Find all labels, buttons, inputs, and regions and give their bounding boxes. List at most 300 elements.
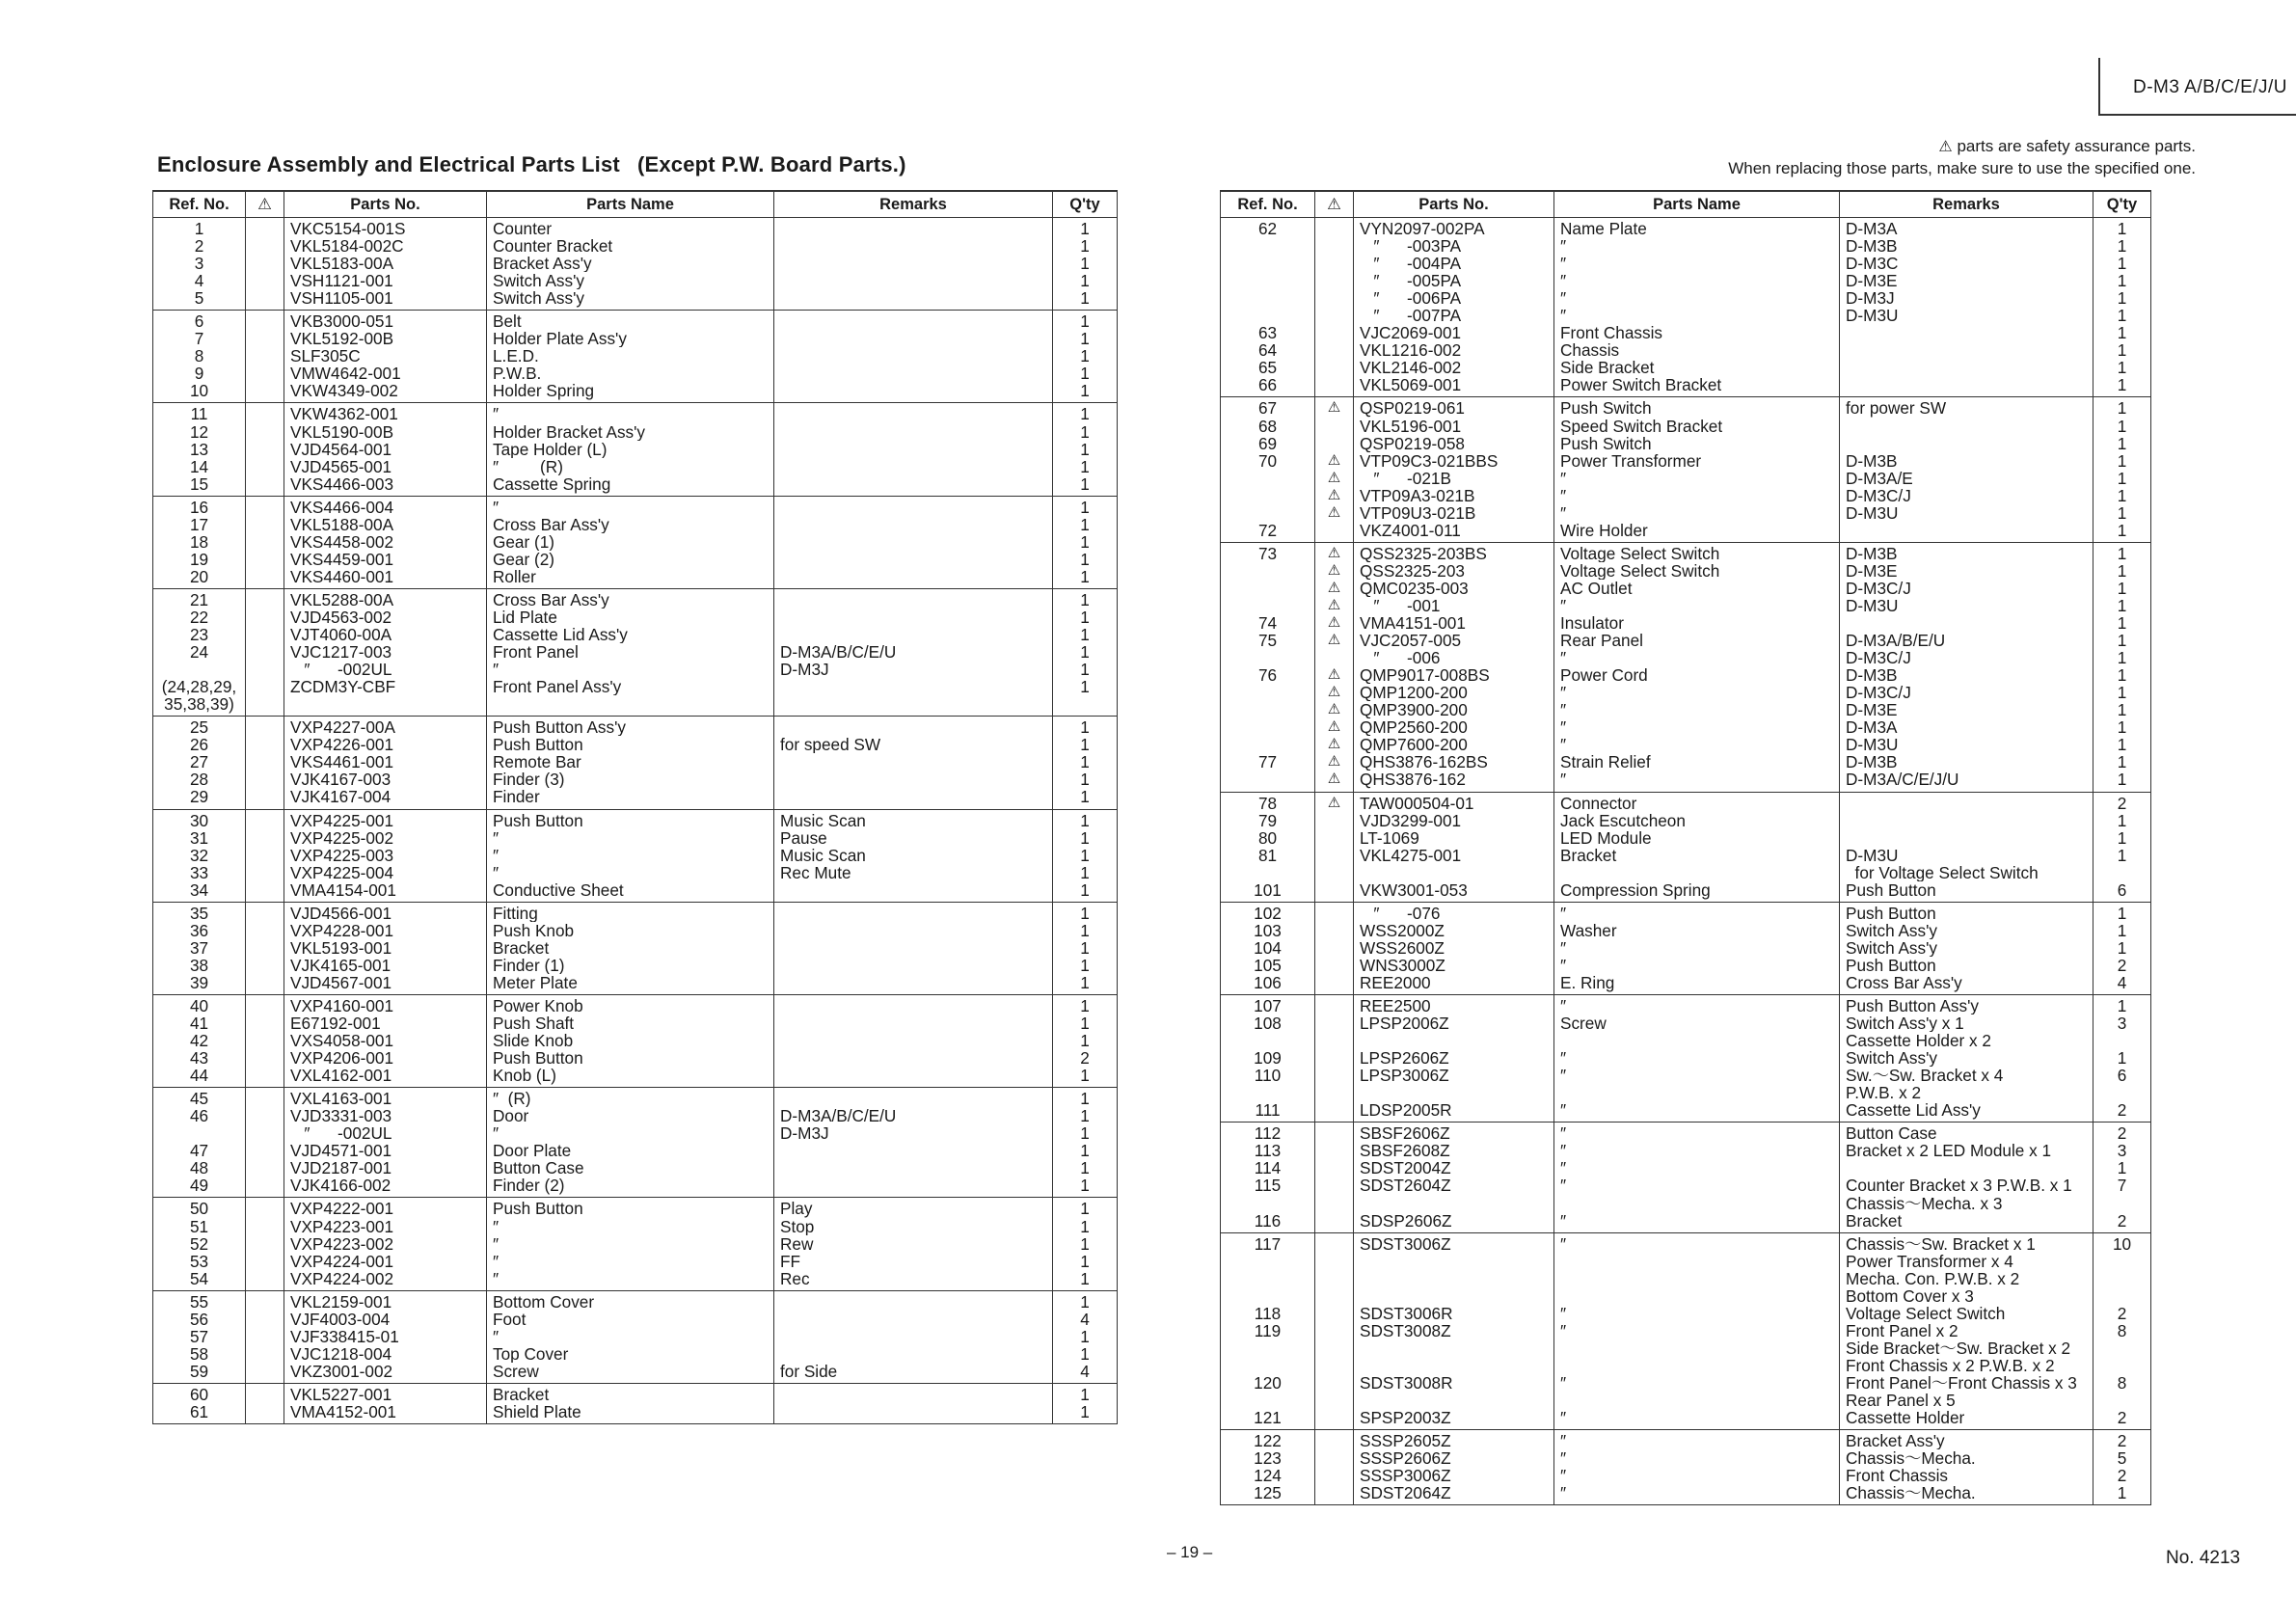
safety-icon [246,1218,284,1235]
part-number: VXP4227-00A [284,717,487,737]
safety-icon [246,1198,284,1218]
part-number: VKS4460-001 [284,568,487,589]
safety-icon [246,1124,284,1142]
safety-icon [1315,237,1354,255]
parts-name [1554,1195,1840,1212]
table-row [1221,1467,2151,1484]
remarks [774,311,1053,331]
ref-no: 51 [153,1218,246,1235]
remarks [774,678,1053,695]
parts-name: ″ [1554,649,1840,666]
remarks [774,458,1053,475]
remarks: Rec [774,1270,1053,1291]
quantity: 1 [2093,701,2151,718]
table-row [153,829,1118,847]
safety-icon [246,957,284,974]
ref-no: 72 [1221,522,1315,543]
quantity [2093,1270,2151,1287]
table-row [1221,597,2151,614]
parts-name: Holder Bracket Ass'y [487,423,774,441]
remarks: Power Transformer x 4 [1840,1253,2093,1270]
part-number: VJT4060-00A [284,626,487,643]
parts-name: Foot [487,1311,774,1328]
safety-icon [246,1014,284,1032]
table-row [153,643,1118,661]
parts-name: ″ [1554,470,1840,487]
ref-no: 21 [153,588,246,609]
safety-icon [246,1270,284,1291]
table-row [1221,580,2151,597]
part-number [1354,1392,1554,1409]
safety-icon [246,1420,284,1424]
table-row [153,1345,1118,1363]
ref-no: 103 [1221,922,1315,939]
part-number: VJD4563-002 [284,609,487,626]
remarks: D-M3A/E [1840,470,2093,487]
safety-icon [1315,1374,1354,1392]
table-row [1221,1049,2151,1067]
parts-name: Bracket [487,1383,774,1403]
remarks [774,475,1053,497]
parts-name: Connector [1554,792,1840,812]
safety-icon: ⚠ [1315,753,1354,771]
table-row [153,289,1118,311]
remarks: D-M3A [1840,218,2093,238]
quantity [1053,1420,1118,1424]
remarks: Bracket [1840,1212,2093,1233]
ref-no [1221,1032,1315,1049]
safety-icon [246,939,284,957]
remarks [774,218,1053,238]
ref-no: 121 [1221,1409,1315,1430]
table-row [1221,289,2151,307]
part-number: SDST2064Z [1354,1484,1554,1505]
ref-no: 48 [153,1159,246,1177]
part-number: VXP4225-002 [284,829,487,847]
ref-no: 32 [153,847,246,864]
quantity: 1 [2093,580,2151,597]
ref-no: 108 [1221,1014,1315,1032]
safety-icon [246,994,284,1014]
safety-icon: ⚠ [1315,397,1354,418]
quantity: 1 [2093,1049,2151,1067]
safety-icon [246,1311,284,1328]
part-number: VKS4466-004 [284,496,487,516]
remarks [774,1067,1053,1088]
safety-icon [246,382,284,403]
safety-icon: ⚠ [1315,684,1354,701]
safety-icon [246,771,284,788]
remarks: D-M3E [1840,562,2093,580]
safety-icon [246,1345,284,1363]
ref-no: 113 [1221,1142,1315,1159]
ref-no: 111 [1221,1101,1315,1123]
remarks: D-M3C/J [1840,649,2093,666]
table-row [1221,1032,2151,1049]
parts-name [1554,1287,1840,1305]
table-row [153,974,1118,995]
part-number: VXP4225-004 [284,864,487,881]
part-number: QMP2560-200 [1354,718,1554,736]
part-number: VXP4226-001 [284,736,487,753]
quantity: 1 [2093,995,2151,1015]
remarks: Push Button [1840,957,2093,974]
table-row [1221,632,2151,649]
remarks: Front Panel x 2 [1840,1322,2093,1339]
safety-icon [1315,812,1354,829]
ref-no: 14 [153,458,246,475]
safety-icon [1315,1409,1354,1430]
ref-no: 123 [1221,1449,1315,1467]
quantity: 1 [2093,542,2151,562]
safety-icon [246,1049,284,1067]
table-row [1221,792,2151,812]
table-row [1221,470,2151,487]
quantity: 1 [2093,597,2151,614]
safety-icon [246,347,284,365]
table-row [1221,1177,2151,1194]
remarks: Pause [774,829,1053,847]
remarks: Cross Bar Ass'y [1840,974,2093,995]
table-row [1221,974,2151,995]
ref-no: 66 [1221,376,1315,397]
parts-name: ″ [1554,939,1840,957]
ref-no [1221,562,1315,580]
remarks: Chassis～Sw. Bracket x 1 [1840,1232,2093,1253]
parts-name: ″ [487,1253,774,1270]
ref-no: 44 [153,1067,246,1088]
part-number: VJD3299-001 [1354,812,1554,829]
safety-icon [246,475,284,497]
remarks: D-M3C/J [1840,580,2093,597]
safety-icon [1315,1212,1354,1233]
part-number: SDST2604Z [1354,1177,1554,1194]
remarks: D-M3U [1840,847,2093,864]
row-group [153,588,1118,716]
parts-name: Shield Plate [487,1403,774,1420]
quantity [2093,1032,2151,1049]
parts-name: Roller [487,568,774,589]
ref-no: 105 [1221,957,1315,974]
quantity: 1 [1053,311,1118,331]
quantity [1053,695,1118,717]
parts-name: Jack Escutcheon [1554,812,1840,829]
quantity: 1 [2093,684,2151,701]
part-number [284,695,487,717]
parts-name: Cassette Spring [487,475,774,497]
remarks: Bottom Cover x 3 [1840,1287,2093,1305]
remarks [774,382,1053,403]
part-number: WSS2000Z [1354,922,1554,939]
parts-name: ″ (R) [487,1088,774,1108]
safety-icon [246,533,284,551]
remarks: Rec Mute [774,864,1053,881]
parts-name: ″ [487,1124,774,1142]
remarks [774,516,1053,533]
parts-name: Power Knob [487,994,774,1014]
part-number: WNS3000Z [1354,957,1554,974]
quantity: 1 [1053,994,1118,1014]
remarks [774,974,1053,995]
table-row [1221,957,2151,974]
ref-no: 43 [153,1049,246,1067]
row-group [1221,1430,2151,1505]
quantity: 1 [2093,736,2151,753]
quantity: 4 [2093,974,2151,995]
quantity: 2 [2093,1305,2151,1322]
quantity: 1 [2093,902,2151,922]
parts-name [1554,1339,1840,1357]
table-row [153,902,1118,922]
quantity: 1 [1053,1235,1118,1253]
table-row [153,771,1118,788]
parts-name: ″ [1554,237,1840,255]
parts-name: Bracket Ass'y [487,255,774,272]
remarks: D-M3J [1840,289,2093,307]
ref-no: 65 [1221,359,1315,376]
table-row [1221,418,2151,435]
table-row [153,237,1118,255]
ref-no: 110 [1221,1067,1315,1084]
ref-no [1221,684,1315,701]
part-number: LPSP2006Z [1354,1014,1554,1032]
ref-no: 58 [153,1345,246,1363]
parts-name: Door Plate [487,1142,774,1159]
ref-no: 52 [153,1235,246,1253]
safety-icon [246,678,284,695]
parts-table-right [1220,190,2151,1505]
quantity: 1 [1053,475,1118,497]
part-number: ″ -003PA [1354,237,1554,255]
part-number: VJD2187-001 [284,1159,487,1177]
remarks: D-M3A/B/C/E/U [774,1107,1053,1124]
part-number [1354,1270,1554,1287]
table-row [1221,1449,2151,1467]
remarks [774,289,1053,311]
table-row [153,609,1118,626]
quantity: 1 [2093,376,2151,397]
parts-name: ″ [1554,684,1840,701]
parts-name [1554,864,1840,881]
remarks [774,695,1053,717]
table-row [153,551,1118,568]
safety-icon [246,847,284,864]
table-row [1221,218,2151,238]
safety-icon [1315,939,1354,957]
ref-no [1221,289,1315,307]
col-qty: Q'ty [1053,191,1118,218]
remarks [774,753,1053,771]
part-number: LPSP2606Z [1354,1049,1554,1067]
quantity: 1 [2093,632,2151,649]
quantity: 1 [1053,255,1118,272]
quantity: 1 [1053,588,1118,609]
ref-no: 57 [153,1328,246,1345]
remarks: Play [774,1198,1053,1218]
remarks [1840,324,2093,341]
parts-name: Finder (2) [487,1177,774,1198]
table-row [1221,324,2151,341]
part-number: VJF338415-01 [284,1328,487,1345]
table-row [1221,1084,2151,1101]
safety-icon [246,902,284,922]
remarks: D-M3B [1840,753,2093,771]
parts-name [487,695,774,717]
safety-icon [246,289,284,311]
part-number: VXP4223-002 [284,1235,487,1253]
row-group [153,1290,1118,1383]
row-group [1221,792,2151,902]
ref-no: 35 [153,902,246,922]
table-row [153,403,1118,423]
remarks: D-M3B [1840,452,2093,470]
safety-icon [246,516,284,533]
parts-name: Insulator [1554,614,1840,632]
table-row [1221,504,2151,522]
ref-no: 117 [1221,1232,1315,1253]
part-number: VMW4642-001 [284,365,487,382]
safety-icon [246,809,284,829]
ref-no: 120 [1221,1374,1315,1392]
ref-no: 64 [1221,341,1315,359]
table-row [1221,1101,2151,1123]
remarks: for Voltage Select Switch [1840,864,2093,881]
part-number: SDST2004Z [1354,1159,1554,1177]
parts-name: ″ [1554,771,1840,792]
remarks: Cassette Holder x 2 [1840,1032,2093,1049]
parts-name: Fitting [487,902,774,922]
ref-no: 16 [153,496,246,516]
ref-no [1221,272,1315,289]
col-parts-name: Parts Name [487,191,774,218]
quantity: 2 [2093,1123,2151,1143]
safety-icon [1315,829,1354,847]
remarks [774,1345,1053,1363]
quantity: 1 [1053,957,1118,974]
quantity: 1 [1053,771,1118,788]
quantity: 1 [2093,341,2151,359]
quantity: 1 [1053,1014,1118,1032]
row-group [153,1383,1118,1423]
table-row [1221,1339,2151,1357]
table-row [1221,1195,2151,1212]
parts-name: Finder [487,788,774,809]
safety-icon [1315,324,1354,341]
row-group [153,809,1118,902]
remarks [774,1290,1053,1311]
part-number: SDST3008R [1354,1374,1554,1392]
remarks: Sw.～Sw. Bracket x 4 [1840,1067,2093,1084]
part-number: VKW4362-001 [284,403,487,423]
ref-no: 8 [153,347,246,365]
part-number: VMA4154-001 [284,881,487,903]
part-number: SDST3006Z [1354,1232,1554,1253]
safety-icon [246,695,284,717]
quantity: 1 [1053,272,1118,289]
quantity: 1 [1053,717,1118,737]
parts-name: Knob (L) [487,1067,774,1088]
parts-name: ″ [1554,255,1840,272]
parts-name: Remote Bar [487,753,774,771]
safety-icon [1315,1430,1354,1450]
table-row [153,272,1118,289]
table-row [153,423,1118,441]
remarks [774,922,1053,939]
part-number: VJC1218-004 [284,1345,487,1363]
parts-name: ″ [487,847,774,864]
part-number: QSS2325-203BS [1354,542,1554,562]
part-number: QMP3900-200 [1354,701,1554,718]
quantity: 1 [1053,626,1118,643]
table-row [1221,847,2151,864]
parts-name: Push Switch [1554,435,1840,452]
parts-name: Button Case [487,1159,774,1177]
parts-name: Compression Spring [1554,881,1840,903]
parts-name: Push Shaft [487,1014,774,1032]
parts-name: Counter Bracket [487,237,774,255]
table-row [1221,864,2151,881]
quantity: 1 [1053,423,1118,441]
parts-name: P.W.B. [487,365,774,382]
part-number: QMP9017-008BS [1354,666,1554,684]
remarks [774,1328,1053,1345]
parts-name: Power Transformer [1554,452,1840,470]
safety-icon [246,423,284,441]
ref-no: 81 [1221,847,1315,864]
part-number: VKL2146-002 [1354,359,1554,376]
parts-table-left [152,190,1118,1424]
quantity: 1 [2093,753,2151,771]
ref-no: 23 [153,626,246,643]
table-row [1221,736,2151,753]
part-number: VKW4349-002 [284,382,487,403]
part-number [1354,1032,1554,1049]
quantity: 1 [2093,1484,2151,1505]
ref-no: 15 [153,475,246,497]
part-number: VJF4003-004 [284,1311,487,1328]
table-row [1221,922,2151,939]
ref-no: 114 [1221,1159,1315,1177]
safety-icon [246,458,284,475]
part-number: ″ -076 [1354,902,1554,922]
safety-icon [1315,1467,1354,1484]
remarks [774,1177,1053,1198]
table-row [1221,1287,2151,1305]
parts-name: ″ [1554,1430,1840,1450]
safety-icon: ⚠ [1315,580,1354,597]
part-number: VKL5196-001 [1354,418,1554,435]
quantity: 1 [2093,522,2151,543]
parts-name: Screw [487,1363,774,1384]
quantity: 1 [1053,365,1118,382]
ref-no [1221,1253,1315,1270]
safety-icon: ⚠ [1315,504,1354,522]
safety-icon [1315,272,1354,289]
remarks [774,330,1053,347]
ref-no: 107 [1221,995,1315,1015]
parts-name: ″ [487,1270,774,1291]
table-row [153,533,1118,551]
table-row [153,1270,1118,1291]
ref-no: 75 [1221,632,1315,649]
ref-no: 4 [153,272,246,289]
parts-name: Name Plate [1554,218,1840,238]
parts-name: Push Button Ass'y [487,717,774,737]
safety-line-1: parts are safety assurance parts. [1957,137,2196,155]
ref-no: 5 [153,289,246,311]
safety-icon [1315,1084,1354,1101]
part-number: VJD4565-001 [284,458,487,475]
